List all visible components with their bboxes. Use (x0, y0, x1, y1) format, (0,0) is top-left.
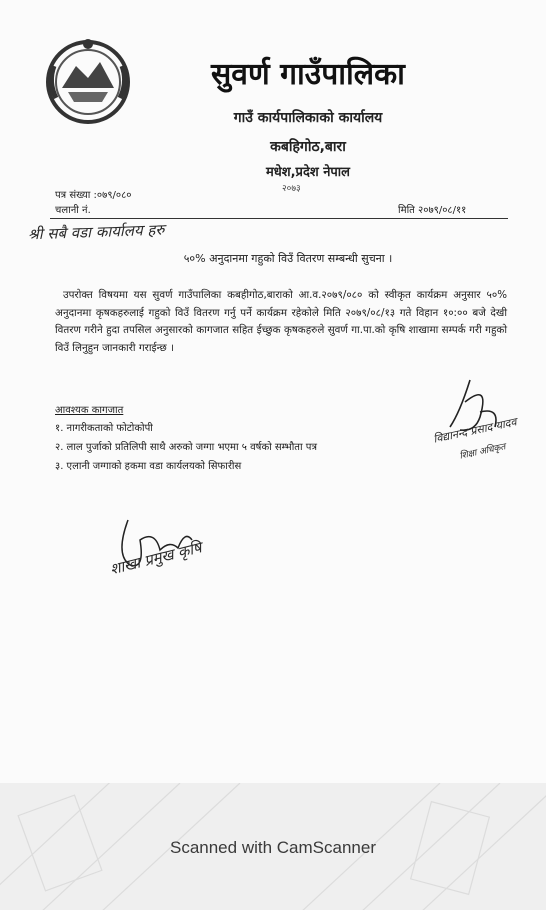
dispatch-number: चलानी नं. (55, 205, 91, 216)
officer-title: शिक्षा अधिकृत (458, 442, 507, 462)
municipality-title: सुवर्ण गाउँपालिका (211, 57, 405, 92)
required-documents-heading: आवश्यक कागजात (55, 405, 124, 416)
scanner-watermark-text: Scanned with CamScanner (169, 838, 376, 857)
office-name: गाउँ कार्यपालिकाको कार्यालय (233, 110, 383, 126)
handwritten-addressee: श्री सबै वडा कार्यालय हरु (27, 220, 165, 244)
document-item: १. नागरीकताको फोटोकोपी (55, 423, 153, 434)
office-province: मधेश,प्रदेश नेपाल (266, 165, 350, 180)
branch-head-stamp: शाखा प्रमुख कृषि (108, 538, 204, 579)
document-item: २. लाल पुर्जाको प्रतिलिपी साथै अरुको जग्गा भएमा ५ वर्षको सम्भौता पत्र (55, 442, 317, 453)
officer-name: विद्यानन्द प्रसाद यादव (432, 415, 518, 446)
notice-body: उपरोक्त विषयमा यस सुवर्ण गाउँपालिका कबहीगोठ,बाराको आ.व.२०७९/०८० को स्वीकृत कार्यक्रम अनुसार ५०% अनुदानमा कृषकहरुलाई गहुको विउँ वितरण गर्नु पर्ने कार्यक्रम रहेकोले मिति २०७९/०८/१३ गते विहान १०:०० बजे देखी वितरण गरीने हुदा तपसिल अनुसारको कागजात सहित ईच्छुक कृषकहरुले सुवर्ण गा.पा.को कृषि शाखामा सम्पर्क गरी गहुको विउँ लिनुहुन जानकारी गराईन्छ । (55, 289, 507, 354)
letter-number: पत्र संख्या :०७९/०८० (55, 190, 132, 201)
document-item: ३. एलानी जग्गाको हकमा वडा कार्यलयको सिफारीस (55, 461, 242, 472)
letter-date: मिति २०७९/०८/११ (398, 205, 467, 216)
header-divider (50, 218, 508, 219)
notice-subject: ५०% अनुदानमा गहुको विउँ वितरण सम्बन्धी सुचना । (183, 252, 393, 265)
office-location: कबहिगोठ,बारा (270, 139, 346, 155)
established-year: २०७३ (282, 184, 301, 194)
